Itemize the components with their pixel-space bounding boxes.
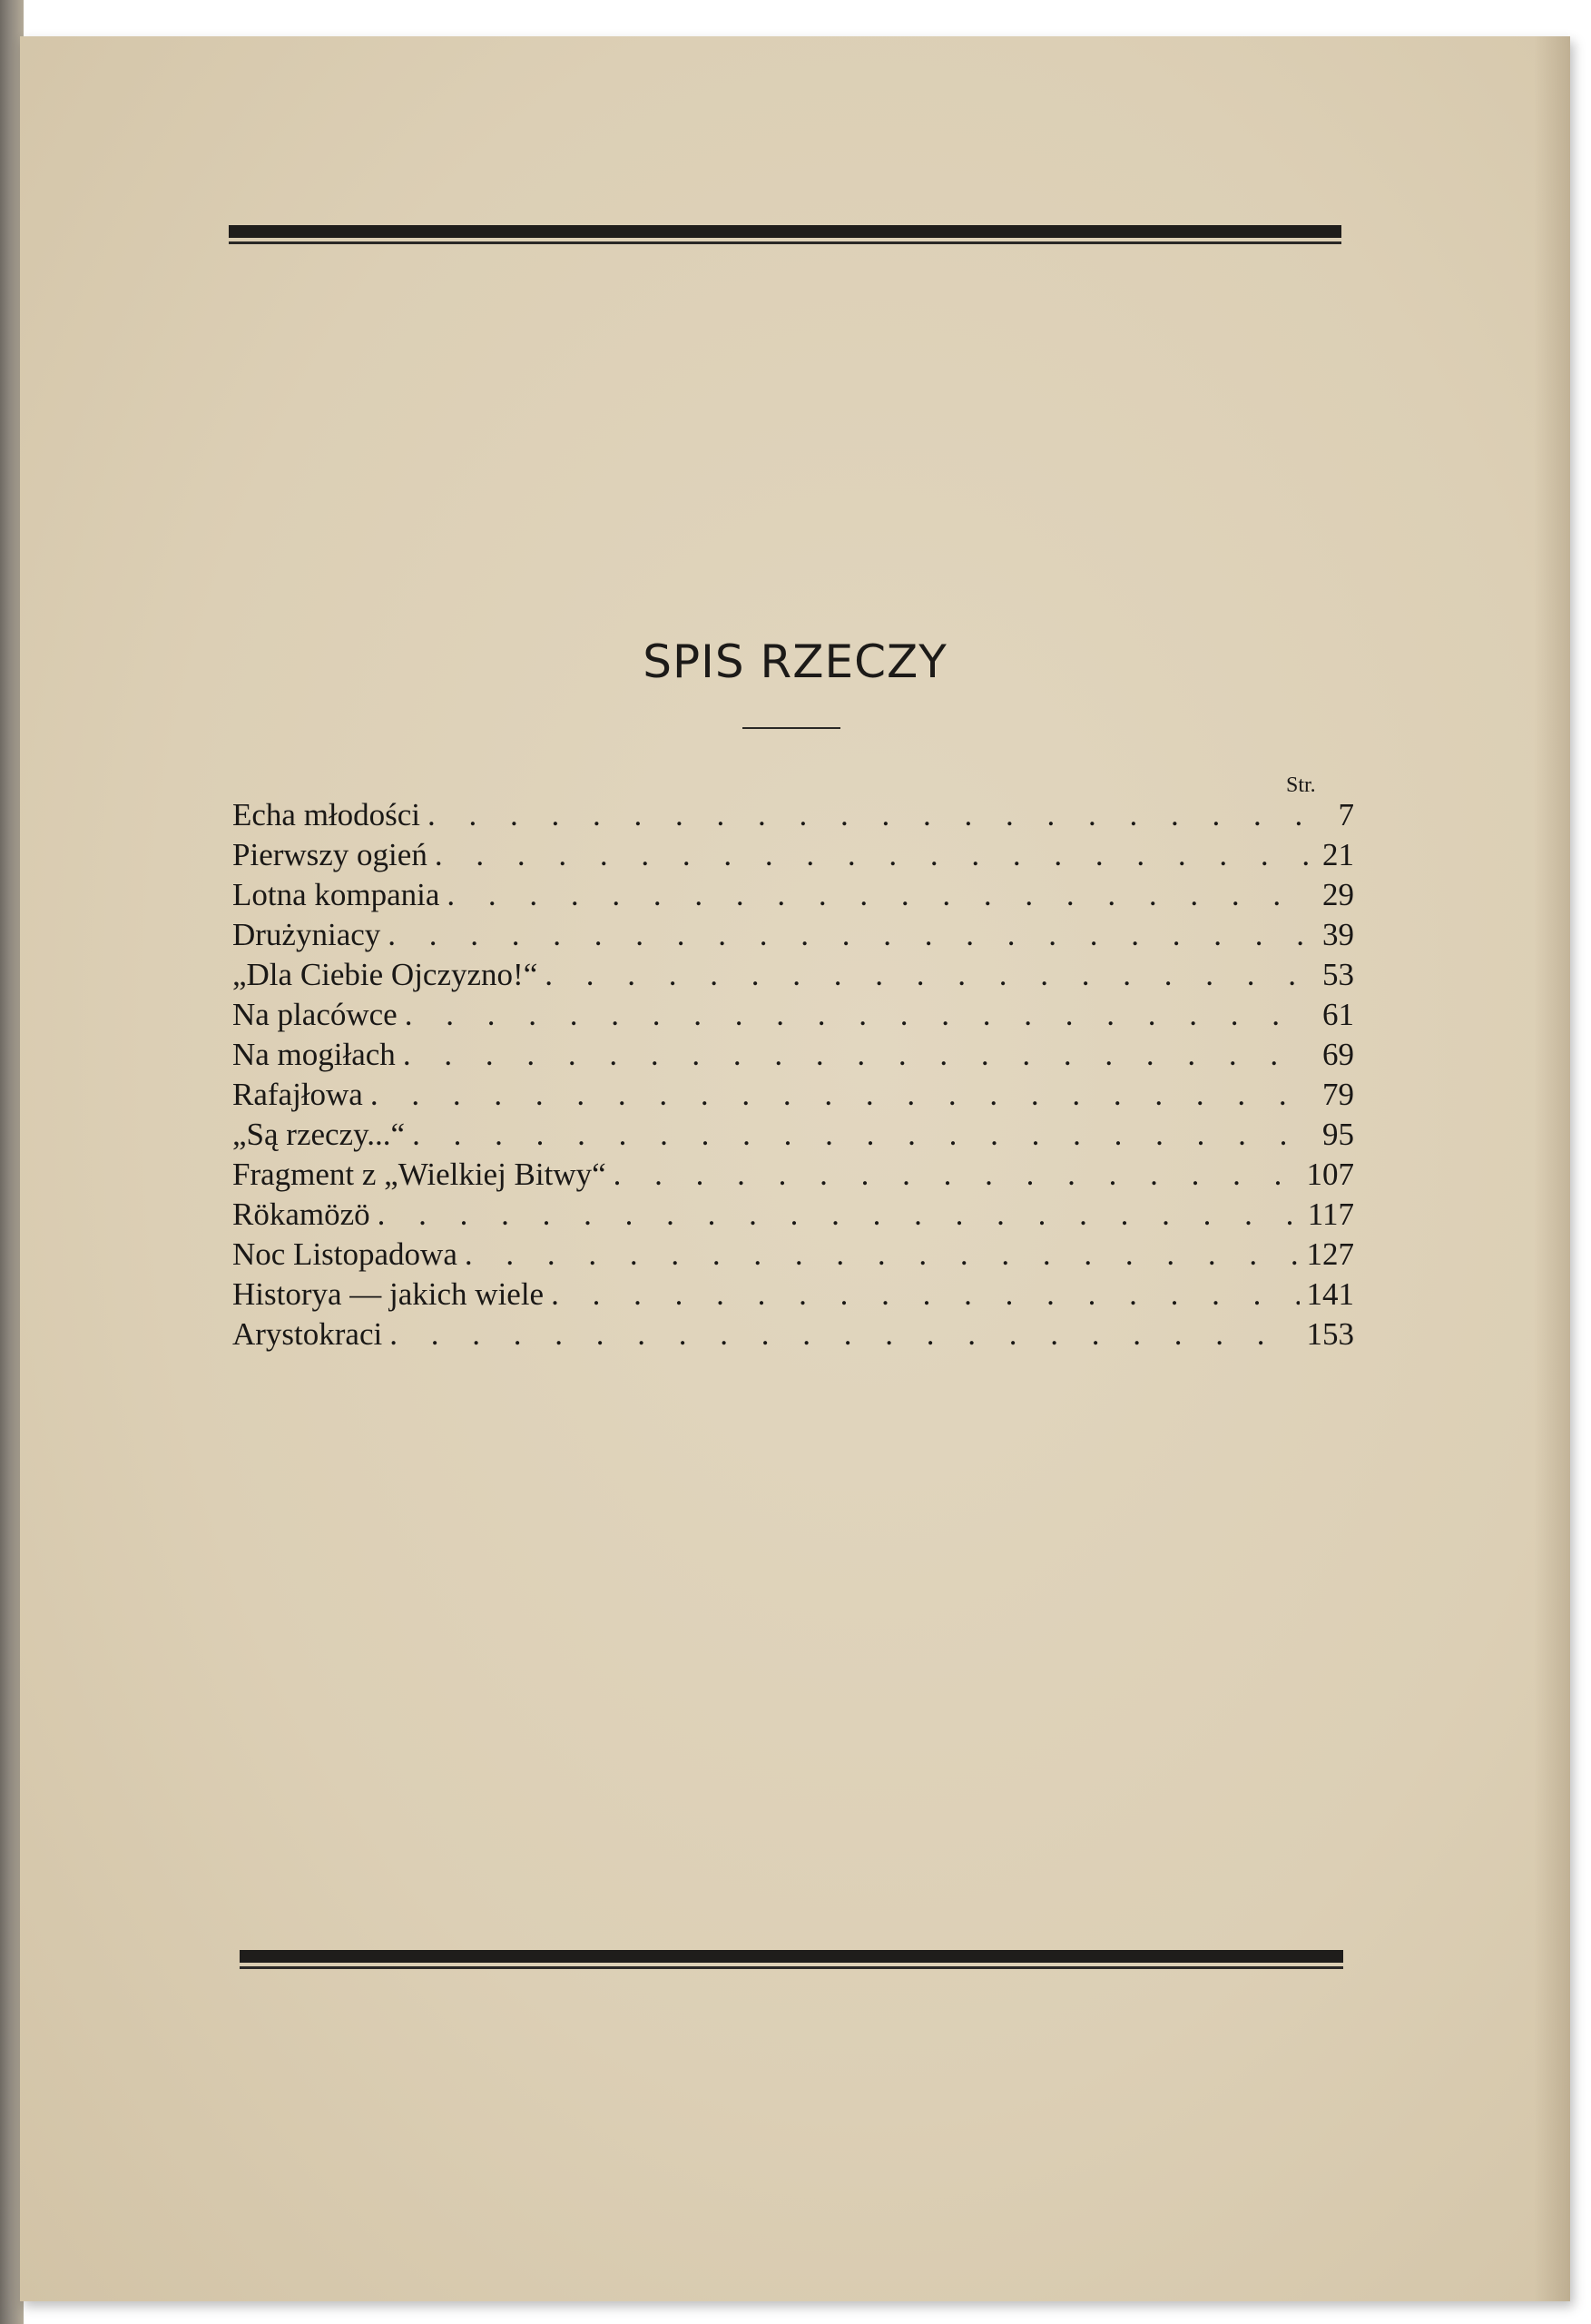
toc-entry-title: Lotna kompania [232,877,440,912]
toc-entry-page: 39 [1322,917,1354,952]
top-decorative-rule [229,225,1341,238]
toc-entry [232,1157,1354,1196]
toc-entry [232,1276,1354,1316]
toc-leader-dots [551,1276,1299,1313]
toc-entry-title: Drużyniacy [232,917,381,952]
toc-entry [232,997,1354,1037]
toc-entry-title: „Dla Ciebie Ojczyzno!“ [232,957,538,992]
toc-entry [232,1316,1354,1356]
toc-entry-page: 61 [1322,997,1354,1032]
toc-entry [232,1117,1354,1157]
toc-leader-dots [388,917,1311,953]
toc-entry-page: 79 [1322,1077,1354,1112]
toc-entry-page: 153 [1306,1316,1354,1352]
page-edge-shadow [1534,36,1570,2301]
toc-entry-page: 69 [1322,1037,1354,1072]
toc-entry-title: Na placówce [232,997,398,1032]
toc-entry-page: 141 [1306,1276,1354,1312]
toc-leader-dots [370,1077,1311,1113]
toc-entry-page: 117 [1307,1196,1354,1232]
toc-leader-dots [427,797,1311,833]
toc-leader-dots [435,837,1311,873]
toc-leader-dots [412,1117,1311,1153]
toc-entry [232,917,1354,957]
toc-entry-title: Rökamözö [232,1196,370,1232]
toc-entry-page: 7 [1338,797,1354,832]
toc-entry-title: Noc Listopadowa [232,1236,457,1272]
toc-entry [232,957,1354,997]
toc-entry-page: 53 [1322,957,1354,992]
title-underline [742,727,840,729]
book-page [20,36,1570,2301]
toc-entry [232,1077,1354,1117]
toc-entry-title: Na mogiłach [232,1037,396,1072]
toc-entry-title: Historya — jakich wiele [232,1276,545,1312]
toc-entry-title: Fragment z „Wielkiej Bitwy“ [232,1157,606,1192]
toc-entry-title: Echa młodości [232,797,421,832]
bottom-decorative-rule [240,1950,1343,1963]
toc-leader-dots [378,1196,1301,1233]
toc-leader-dots [465,1236,1300,1273]
toc-entry [232,877,1354,917]
toc-entry-page: 127 [1306,1236,1354,1272]
toc-entry [232,1196,1354,1236]
toc-entry [232,1037,1354,1077]
toc-leader-dots [403,1037,1311,1073]
toc-leader-dots [389,1316,1299,1353]
table-of-contents [232,797,1354,1356]
toc-leader-dots [545,957,1311,993]
toc-entry-page: 29 [1322,877,1354,912]
page-column-label: Str. [1286,773,1316,797]
toc-entry-title: Pierwszy ogień [232,837,427,872]
toc-entry-title: „Są rzeczy...“ [232,1117,406,1152]
toc-entry-page: 107 [1306,1157,1354,1192]
page-title: SPIS RZECZY [643,635,948,688]
toc-entry [232,797,1354,837]
toc-entry-title: Arystokraci [232,1316,383,1352]
toc-leader-dots [614,1157,1300,1193]
toc-leader-dots [405,997,1311,1033]
toc-entry-title: Rafajłowa [232,1077,363,1112]
toc-leader-dots [447,877,1311,913]
toc-entry [232,1236,1354,1276]
toc-entry [232,837,1354,877]
toc-entry-page: 21 [1322,837,1354,872]
toc-entry-page: 95 [1322,1117,1354,1152]
